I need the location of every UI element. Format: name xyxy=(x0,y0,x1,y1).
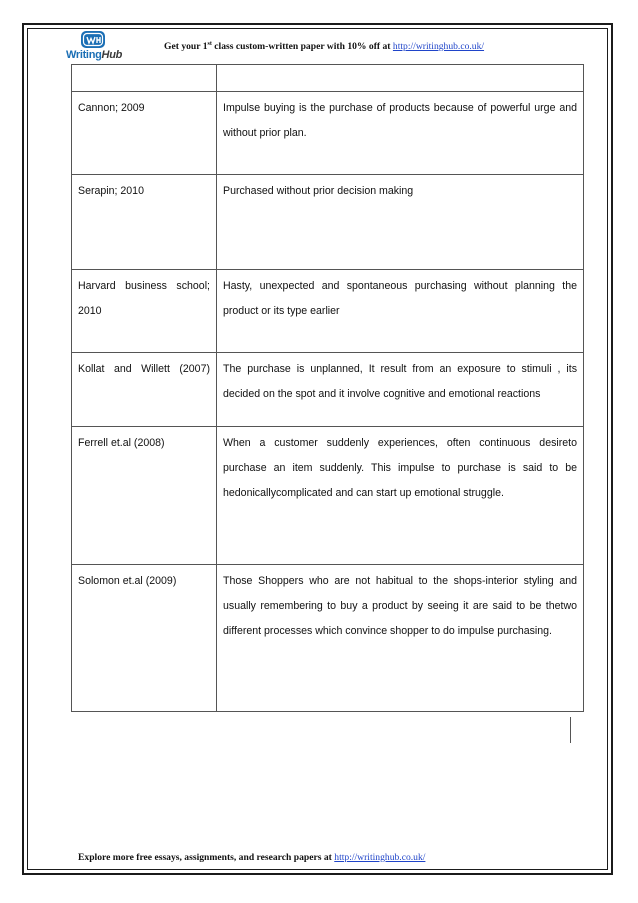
source-cell xyxy=(72,65,217,92)
footer-text: Explore more free essays, assignments, and research papers at xyxy=(78,852,335,863)
definition-cell: Those Shoppers who are not habitual to the shops-interior styling and usually remembering to buy a product by seeing it are said to be thetwo different processes which convince shopper to do impulse purchasing. xyxy=(217,565,584,712)
table-row xyxy=(72,427,584,565)
definitions-table xyxy=(71,64,584,712)
footer-link[interactable]: http://writinghub.co.uk/ xyxy=(334,852,426,863)
source-cell: Harvard business school; 2010 xyxy=(72,270,217,353)
source-cell: Kollat and Willett (2007) xyxy=(72,353,217,427)
table-row xyxy=(72,270,584,353)
definition-cell: The purchase is unplanned, It result from an exposure to stimuli , its decided on the spot and it involve cognitive and emotional reactions xyxy=(217,353,584,427)
table-edge-line xyxy=(570,717,571,743)
source-cell: Ferrell et.al (2008) xyxy=(72,427,217,565)
promo-prefix: Get your 1 xyxy=(164,41,208,53)
table-row xyxy=(72,65,584,92)
table-row xyxy=(72,353,584,427)
logo-text-writing: Writing xyxy=(65,49,102,61)
definition-cell xyxy=(217,65,584,92)
header-promo xyxy=(164,41,484,52)
definition-cell: Hasty, unexpected and spontaneous purchasing without planning the product or its type earlier xyxy=(217,270,584,353)
source-cell: Cannon; 2009 xyxy=(72,92,217,175)
promo-superscript: st xyxy=(207,41,212,47)
table-row xyxy=(72,175,584,270)
table-row xyxy=(72,92,584,175)
table-row xyxy=(72,565,584,712)
definition-cell: When a customer suddenly experiences, often continuous desireto purchase an item suddenly. This impulse to purchase is said to be hedonicallycomplicated and can start up emotional struggle. xyxy=(217,427,584,565)
footer-promo xyxy=(78,852,425,863)
header-link[interactable]: http://writinghub.co.uk/ xyxy=(392,41,485,53)
logo-text-hub: Hub xyxy=(101,49,123,61)
definition-cell: Purchased without prior decision making xyxy=(217,175,584,270)
source-cell: Serapin; 2010 xyxy=(72,175,217,270)
writinghub-logo[interactable] xyxy=(54,30,134,64)
logo-badge-icon xyxy=(80,30,106,50)
logo-wordmark xyxy=(54,49,134,61)
definition-cell: Impulse buying is the purchase of products because of powerful urge and without prior plan. xyxy=(217,92,584,175)
promo-middle: class custom-written paper with 10% off at xyxy=(211,41,393,53)
source-cell: Solomon et.al (2009) xyxy=(72,565,217,712)
